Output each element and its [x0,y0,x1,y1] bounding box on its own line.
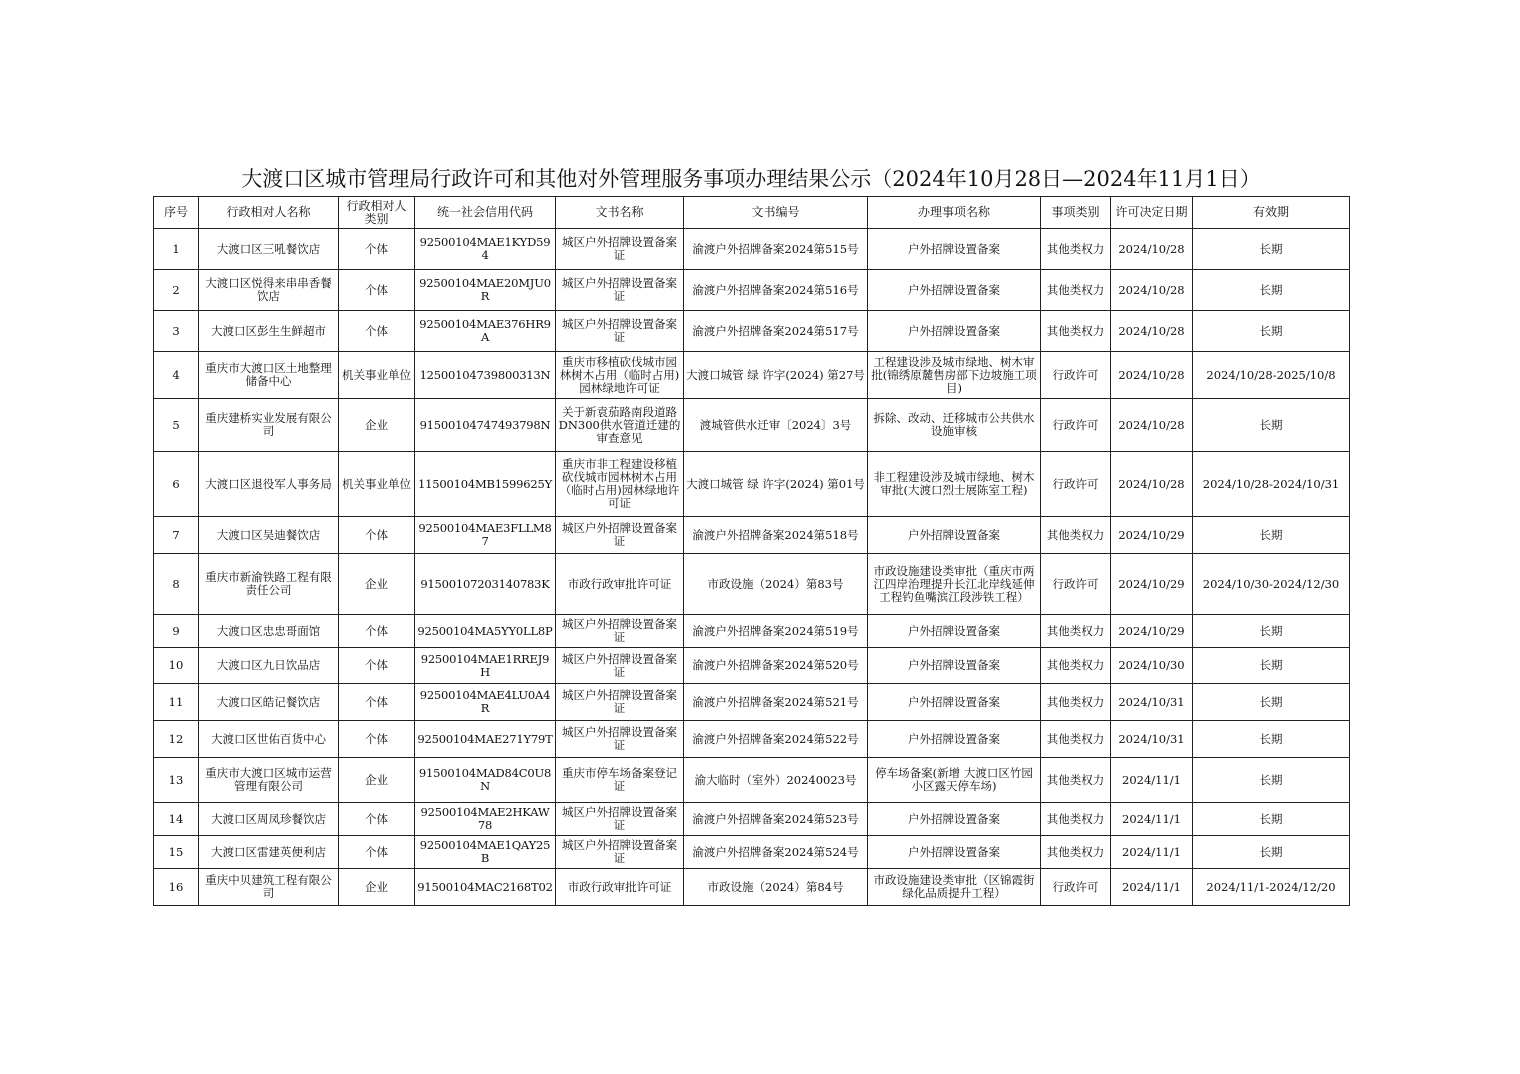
doc-number-cell: 渝渡户外招牌备案2024第522号 [684,721,868,758]
seq-cell: 3 [154,311,199,352]
decision-date-cell: 2024/11/1 [1111,869,1193,906]
doc-name-cell: 城区户外招牌设置备案证 [556,836,684,869]
doc-number-cell: 渝渡户外招牌备案2024第519号 [684,615,868,648]
validity-cell: 长期 [1193,311,1350,352]
validity-cell: 2024/10/30-2024/12/30 [1193,554,1350,615]
matter-type-cell: 其他类权力 [1041,648,1111,684]
category-cell: 个体 [339,684,415,721]
validity-cell: 2024/11/1-2024/12/20 [1193,869,1350,906]
matter-cell: 户外招牌设置备案 [868,648,1041,684]
seq-cell: 6 [154,452,199,517]
header-cell: 行政相对人名称 [199,197,339,229]
credit-code-cell: 92500104MAE376HR9A [415,311,556,352]
seq-cell: 5 [154,399,199,452]
header-cell: 序号 [154,197,199,229]
validity-cell: 长期 [1193,270,1350,311]
doc-number-cell: 渝渡户外招牌备案2024第521号 [684,684,868,721]
table-row [154,869,1350,906]
credit-code-cell: 91500107203140783K [415,554,556,615]
doc-name-cell: 重庆市移植砍伐城市园林树木占用（临时占用)园林绿地许可证 [556,352,684,399]
category-cell: 个体 [339,648,415,684]
category-cell: 个体 [339,836,415,869]
decision-date-cell: 2024/10/29 [1111,615,1193,648]
table-row [154,452,1350,517]
validity-cell: 长期 [1193,615,1350,648]
doc-number-cell: 渝渡户外招牌备案2024第516号 [684,270,868,311]
category-cell: 机关事业单位 [339,352,415,399]
seq-cell: 9 [154,615,199,648]
category-cell: 企业 [339,399,415,452]
matter-cell: 户外招牌设置备案 [868,311,1041,352]
category-cell: 个体 [339,311,415,352]
table-row [154,517,1350,554]
doc-name-cell: 城区户外招牌设置备案证 [556,229,684,270]
matter-cell: 工程建设涉及城市绿地、树木审批(锦绣原麓售房部下边坡施工项目) [868,352,1041,399]
matter-cell: 拆除、改动、迁移城市公共供水设施审核 [868,399,1041,452]
doc-number-cell: 渝渡户外招牌备案2024第524号 [684,836,868,869]
credit-code-cell: 91500104747493798N [415,399,556,452]
table-row [154,399,1350,452]
matter-type-cell: 其他类权力 [1041,615,1111,648]
doc-name-cell: 城区户外招牌设置备案证 [556,684,684,721]
matter-cell: 户外招牌设置备案 [868,270,1041,311]
table-row [154,836,1350,869]
table-row [154,615,1350,648]
validity-cell: 长期 [1193,517,1350,554]
doc-name-cell: 城区户外招牌设置备案证 [556,721,684,758]
doc-name-cell: 城区户外招牌设置备案证 [556,615,684,648]
validity-cell: 2024/10/28-2024/10/31 [1193,452,1350,517]
decision-date-cell: 2024/10/29 [1111,554,1193,615]
matter-cell: 户外招牌设置备案 [868,803,1041,836]
matter-type-cell: 其他类权力 [1041,758,1111,803]
credit-code-cell: 92500104MAE4LU0A4R [415,684,556,721]
category-cell: 个体 [339,721,415,758]
decision-date-cell: 2024/10/30 [1111,648,1193,684]
table-row [154,554,1350,615]
doc-name-cell: 关于新袁茄路南段道路DN300供水管道迁建的审查意见 [556,399,684,452]
matter-type-cell: 其他类权力 [1041,836,1111,869]
seq-cell: 11 [154,684,199,721]
validity-cell: 长期 [1193,721,1350,758]
seq-cell: 15 [154,836,199,869]
credit-code-cell: 91500104MAD84C0U8N [415,758,556,803]
validity-cell: 长期 [1193,758,1350,803]
decision-date-cell: 2024/10/28 [1111,270,1193,311]
credit-code-cell: 92500104MAE1RREJ9H [415,648,556,684]
matter-type-cell: 其他类权力 [1041,803,1111,836]
matter-type-cell: 其他类权力 [1041,229,1111,270]
table-row [154,229,1350,270]
table-row [154,684,1350,721]
doc-number-cell: 市政设施（2024）第83号 [684,554,868,615]
matter-cell: 停车场备案(新增 大渡口区竹园小区露天停车场) [868,758,1041,803]
decision-date-cell: 2024/11/1 [1111,803,1193,836]
table-row [154,758,1350,803]
doc-name-cell: 城区户外招牌设置备案证 [556,270,684,311]
table-row [154,721,1350,758]
decision-date-cell: 2024/10/28 [1111,399,1193,452]
matter-cell: 市政设施建设类审批（重庆市两江四岸治理提升长江北岸线延伸工程钓鱼嘴滨江段涉铁工程） [868,554,1041,615]
seq-cell: 10 [154,648,199,684]
doc-name-cell: 城区户外招牌设置备案证 [556,311,684,352]
name-cell: 重庆中贝建筑工程有限公司 [199,869,339,906]
matter-cell: 户外招牌设置备案 [868,836,1041,869]
doc-number-cell: 渝渡户外招牌备案2024第520号 [684,648,868,684]
category-cell: 个体 [339,270,415,311]
doc-number-cell: 渝渡户外招牌备案2024第517号 [684,311,868,352]
matter-cell: 非工程建设涉及城市绿地、树木审批(大渡口烈士展陈室工程) [868,452,1041,517]
validity-cell: 长期 [1193,803,1350,836]
seq-cell: 12 [154,721,199,758]
doc-number-cell: 渡城管供水迁审〔2024〕3号 [684,399,868,452]
table-row [154,270,1350,311]
table-row [154,352,1350,399]
matter-cell: 户外招牌设置备案 [868,684,1041,721]
matter-type-cell: 行政许可 [1041,352,1111,399]
header-cell: 有效期 [1193,197,1350,229]
seq-cell: 7 [154,517,199,554]
decision-date-cell: 2024/10/29 [1111,517,1193,554]
result-table [153,196,1350,906]
document-title: 大渡口区城市管理局行政许可和其他对外管理服务事项办理结果公示（2024年10月28日—2024年11月1日） [241,167,1261,191]
name-cell: 大渡口区三吼餐饮店 [199,229,339,270]
category-cell: 企业 [339,869,415,906]
header-cell: 文书名称 [556,197,684,229]
validity-cell: 长期 [1193,399,1350,452]
name-cell: 大渡口区周凤珍餐饮店 [199,803,339,836]
credit-code-cell: 92500104MAE1KYD594 [415,229,556,270]
doc-name-cell: 城区户外招牌设置备案证 [556,517,684,554]
validity-cell: 长期 [1193,684,1350,721]
table-row [154,311,1350,352]
doc-name-cell: 城区户外招牌设置备案证 [556,803,684,836]
seq-cell: 13 [154,758,199,803]
table-header-row [154,197,1350,229]
validity-cell: 2024/10/28-2025/10/8 [1193,352,1350,399]
decision-date-cell: 2024/11/1 [1111,836,1193,869]
matter-cell: 户外招牌设置备案 [868,721,1041,758]
doc-number-cell: 渝渡户外招牌备案2024第523号 [684,803,868,836]
decision-date-cell: 2024/10/28 [1111,311,1193,352]
name-cell: 大渡口区彭生生鲜超市 [199,311,339,352]
matter-type-cell: 其他类权力 [1041,684,1111,721]
credit-code-cell: 92500104MA5YY0LL8P [415,615,556,648]
name-cell: 大渡口区忠忠哥面馆 [199,615,339,648]
category-cell: 个体 [339,229,415,270]
doc-number-cell: 大渡口城管 绿 许字(2024) 第01号 [684,452,868,517]
seq-cell: 1 [154,229,199,270]
category-cell: 个体 [339,803,415,836]
credit-code-cell: 92500104MAE2HKAW78 [415,803,556,836]
category-cell: 个体 [339,615,415,648]
validity-cell: 长期 [1193,836,1350,869]
table-row [154,803,1350,836]
name-cell: 大渡口区悦得来串串香餐饮店 [199,270,339,311]
credit-code-cell: 92500104MAE20MJU0R [415,270,556,311]
doc-number-cell: 市政设施（2024）第84号 [684,869,868,906]
name-cell: 大渡口区雷建英便利店 [199,836,339,869]
decision-date-cell: 2024/10/31 [1111,721,1193,758]
header-cell: 行政相对人类别 [339,197,415,229]
seq-cell: 8 [154,554,199,615]
credit-code-cell: 11500104MB1599625Y [415,452,556,517]
category-cell: 企业 [339,758,415,803]
doc-name-cell: 市政行政审批许可证 [556,554,684,615]
matter-cell: 户外招牌设置备案 [868,517,1041,554]
header-cell: 文书编号 [684,197,868,229]
name-cell: 大渡口区吴迪餐饮店 [199,517,339,554]
name-cell: 重庆市大渡口区城市运营管理有限公司 [199,758,339,803]
name-cell: 大渡口区皓记餐饮店 [199,684,339,721]
credit-code-cell: 91500104MAC2168T02 [415,869,556,906]
decision-date-cell: 2024/10/28 [1111,352,1193,399]
name-cell: 大渡口区世佑百货中心 [199,721,339,758]
header-cell: 办理事项名称 [868,197,1041,229]
decision-date-cell: 2024/11/1 [1111,758,1193,803]
category-cell: 企业 [339,554,415,615]
matter-type-cell: 其他类权力 [1041,270,1111,311]
doc-number-cell: 渝渡户外招牌备案2024第518号 [684,517,868,554]
credit-code-cell: 12500104739800313N [415,352,556,399]
seq-cell: 2 [154,270,199,311]
name-cell: 重庆市新渝铁路工程有限责任公司 [199,554,339,615]
validity-cell: 长期 [1193,648,1350,684]
name-cell: 重庆建桥实业发展有限公司 [199,399,339,452]
matter-type-cell: 行政许可 [1041,554,1111,615]
matter-type-cell: 行政许可 [1041,399,1111,452]
seq-cell: 14 [154,803,199,836]
credit-code-cell: 92500104MAE3FLLM87 [415,517,556,554]
category-cell: 机关事业单位 [339,452,415,517]
matter-cell: 户外招牌设置备案 [868,615,1041,648]
header-cell: 许可决定日期 [1111,197,1193,229]
name-cell: 大渡口区退役军人事务局 [199,452,339,517]
doc-name-cell: 市政行政审批许可证 [556,869,684,906]
matter-type-cell: 行政许可 [1041,452,1111,517]
doc-number-cell: 渝渡户外招牌备案2024第515号 [684,229,868,270]
header-cell: 统一社会信用代码 [415,197,556,229]
header-cell: 事项类别 [1041,197,1111,229]
seq-cell: 4 [154,352,199,399]
matter-type-cell: 其他类权力 [1041,517,1111,554]
doc-name-cell: 重庆市停车场备案登记证 [556,758,684,803]
doc-name-cell: 重庆市非工程建设移植砍伐城市园林树木占用（临时占用)园林绿地许可证 [556,452,684,517]
validity-cell: 长期 [1193,229,1350,270]
name-cell: 大渡口区九日饮品店 [199,648,339,684]
table-body [154,229,1350,906]
matter-type-cell: 行政许可 [1041,869,1111,906]
matter-cell: 市政设施建设类审批（区锦霞街绿化品质提升工程） [868,869,1041,906]
decision-date-cell: 2024/10/31 [1111,684,1193,721]
doc-number-cell: 大渡口城管 绿 许字(2024) 第27号 [684,352,868,399]
doc-number-cell: 渝大临时（室外）20240023号 [684,758,868,803]
doc-name-cell: 城区户外招牌设置备案证 [556,648,684,684]
credit-code-cell: 92500104MAE1QAY25B [415,836,556,869]
seq-cell: 16 [154,869,199,906]
decision-date-cell: 2024/10/28 [1111,452,1193,517]
credit-code-cell: 92500104MAE271Y79T [415,721,556,758]
matter-type-cell: 其他类权力 [1041,721,1111,758]
matter-cell: 户外招牌设置备案 [868,229,1041,270]
decision-date-cell: 2024/10/28 [1111,229,1193,270]
table-row [154,648,1350,684]
name-cell: 重庆市大渡口区土地整理储备中心 [199,352,339,399]
category-cell: 个体 [339,517,415,554]
matter-type-cell: 其他类权力 [1041,311,1111,352]
